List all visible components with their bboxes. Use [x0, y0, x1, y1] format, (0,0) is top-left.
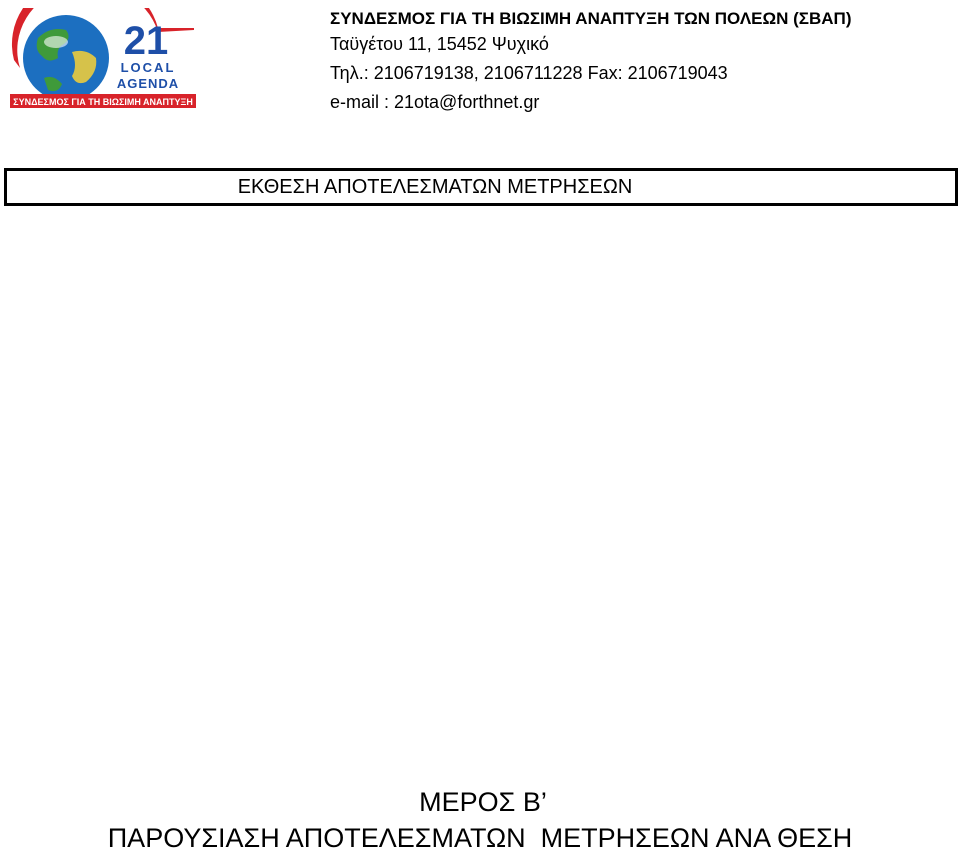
globe-icon [23, 15, 109, 101]
report-title: ΕΚΘΕΣΗ ΑΠΟΤΕΛΕΣΜΑΤΩΝ ΜΕΤΡΗΣΕΩΝ [237, 176, 633, 198]
logo-banner-text: ΣΥΝΔΕΣΜΟΣ ΓΙΑ ΤΗ ΒΙΩΣΙΜΗ ΑΝΑΠΤΥΞΗ [13, 97, 193, 107]
email: e-mail : 21ota@forthnet.gr [330, 92, 540, 112]
letterhead [330, 8, 851, 117]
phone-fax: Τηλ.: 2106719138, 2106711228 Fax: 2106719043 [330, 63, 728, 83]
local-agenda-21-logo [8, 8, 198, 112]
address: Ταϋγέτου 11, 15452 Ψυχικό [330, 34, 549, 54]
logo-graphic [8, 8, 198, 112]
logo-number: 21 [123, 19, 169, 63]
part-subtitle: ΠΑΡΟΥΣΙΑΣΗ ΑΠΟΤΕΛΕΣΜΑΤΩΝ ΜΕΤΡΗΣΕΩΝ ΑΝΑ ΘΕΣΗ [107, 823, 853, 853]
part-label: ΜΕΡΟΣ Β’ [419, 787, 547, 817]
report-title-box [4, 168, 958, 206]
organization-name: ΣΥΝΔΕΣΜΟΣ ΓΙΑ ΤΗ ΒΙΩΣΙΜΗ ΑΝΑΠΤΥΞΗ ΤΩΝ ΠΟΛΕΩΝ (ΣΒΑΠ) [330, 9, 852, 28]
globe-cloud-icon [44, 36, 68, 48]
logo-line2: AGENDA [116, 76, 180, 91]
logo-line1: LOCAL [120, 60, 176, 75]
